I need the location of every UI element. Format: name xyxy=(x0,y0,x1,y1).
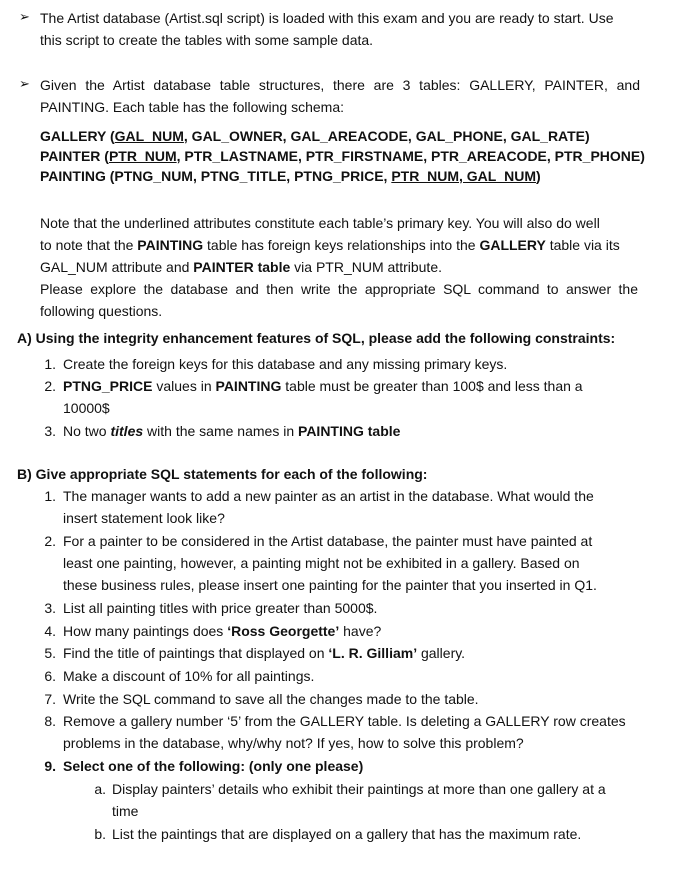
section-b-item-number: 1. xyxy=(44,488,56,504)
note-line-5: following questions. xyxy=(40,303,163,319)
note-line-2: to note that the PAINTING table has foreign keys relationships into the GALLERY table via its xyxy=(40,237,620,253)
intro-paragraph-2-line-2: PAINTING. Each table has the following schema: xyxy=(40,99,344,115)
section-b-q9a-line-2: time xyxy=(112,803,139,819)
section-b-item-number: 5. xyxy=(44,645,56,661)
section-b-q8-line-1: Remove a gallery number ‘5’ from the GALLERY table. Is deleting a GALLERY row creates xyxy=(63,713,626,729)
section-a-heading: A) Using the integrity enhancement features of SQL, please add the following constraints: xyxy=(17,330,616,346)
section-b-heading: B) Give appropriate SQL statements for each of the following: xyxy=(17,466,428,482)
section-b-q1-line-2: insert statement look like? xyxy=(63,510,225,526)
bullet-arrow-icon: ➢ xyxy=(19,9,30,24)
section-b-item-number: 9. xyxy=(44,758,56,774)
section-b-q9a-line-1: Display painters’ details who exhibit their paintings at more than one gallery at a xyxy=(112,781,606,797)
section-b-q2-line-3: these business rules, please insert one painting for the painter that you inserted in Q1. xyxy=(63,577,597,593)
note-line-4: Please explore the database and then write the appropriate SQL command to answer the xyxy=(40,281,638,297)
section-a-item-1: Create the foreign keys for this database and any missing primary keys. xyxy=(63,356,508,372)
painting-foreign-keys: PTR_NUM, GAL_NUM xyxy=(391,168,536,184)
section-b-q2-line-2: least one painting, however, a painting might not be exhibited in a gallery. Based on xyxy=(63,555,580,571)
section-b-item-number: 8. xyxy=(44,713,56,729)
section-b-subitem-letter: a. xyxy=(94,781,106,797)
section-b-item-number: 4. xyxy=(44,623,56,639)
section-a-item-3: No two titles with the same names in PAINTING table xyxy=(63,423,401,439)
section-a-item-number: 3. xyxy=(44,423,56,439)
note-line-3: GAL_NUM attribute and PAINTER table via PTR_NUM attribute. xyxy=(40,259,442,275)
painter-primary-key: PTR_NUM xyxy=(108,148,177,164)
section-b-q6: Make a discount of 10% for all paintings. xyxy=(63,668,315,684)
section-b-subitem-letter: b. xyxy=(94,826,106,842)
section-a-item-2-line-2: 10000$ xyxy=(63,400,110,416)
schema-painter: PAINTER (PTR_NUM, PTR_LASTNAME, PTR_FIRSTNAME, PTR_AREACODE, PTR_PHONE) xyxy=(40,148,645,164)
schema-gallery: GALLERY (GAL_NUM, GAL_OWNER, GAL_AREACODE, GAL_PHONE, GAL_RATE) xyxy=(40,128,590,144)
section-b-q5: Find the title of paintings that displayed on ‘L. R. Gilliam’ gallery. xyxy=(63,645,466,661)
section-b-q8-line-2: problems in the database, why/why not? If yes, how to solve this problem? xyxy=(63,735,524,751)
section-a-item-2: PTNG_PRICE values in PAINTING table must be greater than 100$ and less than a xyxy=(63,378,583,394)
intro-paragraph-2-line-1: Given the Artist database table structures, there are 3 tables: GALLERY, PAINTER, and xyxy=(40,77,640,93)
section-a-item-number: 2. xyxy=(44,378,56,394)
section-b-q9b: List the paintings that are displayed on a gallery that has the maximum rate. xyxy=(112,826,582,842)
section-b-item-number: 7. xyxy=(44,691,56,707)
section-a-item-number: 1. xyxy=(44,356,56,372)
schema-painting: PAINTING (PTNG_NUM, PTNG_TITLE, PTNG_PRICE, PTR_NUM, GAL_NUM) xyxy=(40,168,541,184)
gallery-primary-key: GAL_NUM xyxy=(114,128,184,144)
section-b-q1-line-1: The manager wants to add a new painter as an artist in the database. What would the xyxy=(63,488,594,504)
section-b-q4: How many paintings does ‘Ross Georgette’ have? xyxy=(63,623,382,639)
section-b-q2-line-1: For a painter to be considered in the Artist database, the painter must have painted at xyxy=(63,533,593,549)
section-b-q9: Select one of the following: (only one please) xyxy=(63,758,364,774)
section-b-q7: Write the SQL command to save all the changes made to the table. xyxy=(63,691,479,707)
section-b-q3: List all painting titles with price greater than 5000$. xyxy=(63,600,378,616)
bullet-arrow-icon: ➢ xyxy=(19,76,30,91)
note-line-1: Note that the underlined attributes constitute each table’s primary key. You will also do well xyxy=(40,215,600,231)
section-b-item-number: 3. xyxy=(44,600,56,616)
section-b-item-number: 6. xyxy=(44,668,56,684)
intro-paragraph-1-line-2: this script to create the tables with some sample data. xyxy=(40,32,374,48)
intro-paragraph-1-line-1: The Artist database (Artist.sql script) is loaded with this exam and you are ready to start. Use xyxy=(40,10,614,26)
section-b-item-number: 2. xyxy=(44,533,56,549)
